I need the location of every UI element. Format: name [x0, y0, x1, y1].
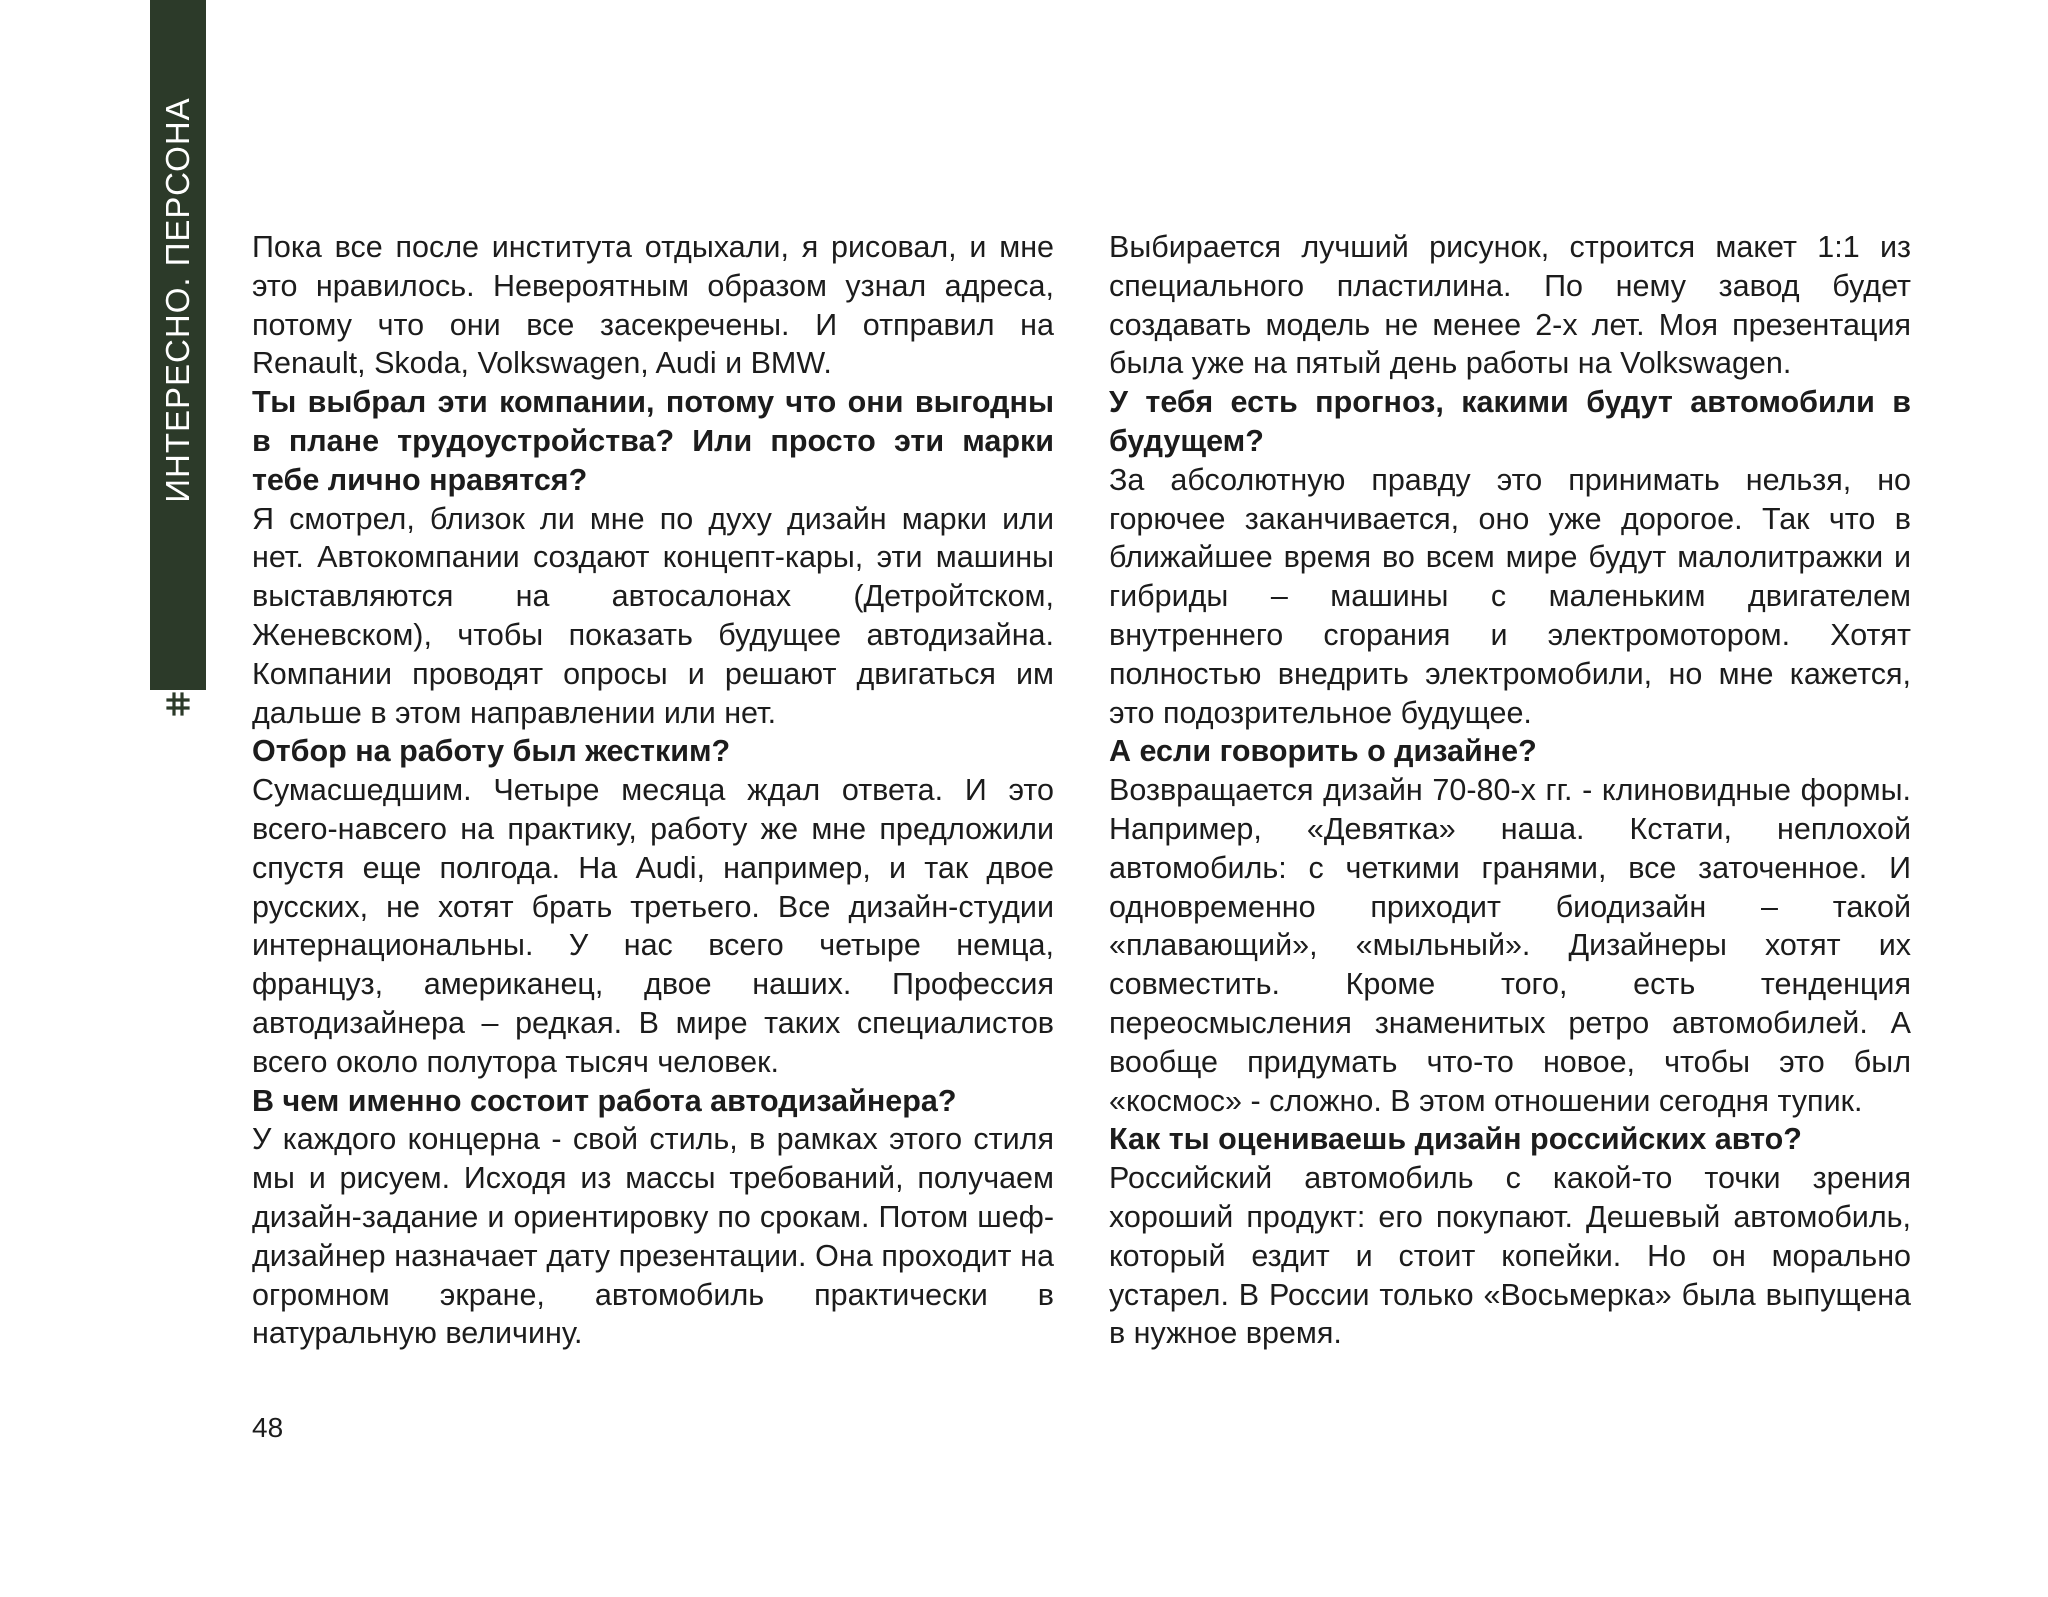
paragraph-answer: Выбирается лучший рисунок, строится макет 1:1 из специального пластилина. По нему завод будет создавать модель не менее 2-х лет. Моя презентация была уже на пятый день работы на Volkswagen. [1109, 230, 1911, 381]
paragraph-question: Отбор на работу был жестким? [252, 734, 731, 769]
left-column [252, 228, 1054, 1353]
paragraph-question: У тебя есть прогноз, какими будут автомобили в будущем? [1109, 385, 1911, 458]
paragraph-answer: Возвращается дизайн 70-80-х гг. - клиновидные формы. Например, «Девятка» наша. Кстати, неплохой автомобиль: с четкими гранями, все заточенное. И одновременно приходит биодизайн – такой «плавающий», «мыльный». Дизайнеры хотят их совместить. Кроме того, есть тенденция переосмысления знаменитых ретро автомобилей. А вообще придумать что-то новое, чтобы это был «космос» - сложно. В этом отношении сегодня тупик. [1109, 773, 1911, 1118]
paragraph-question: А если говорить о дизайне? [1109, 734, 1537, 769]
paragraph-answer: У каждого концерна - свой стиль, в рамках этого стиля мы и рисуем. Исходя из массы требований, получаем дизайн-задание и ориентировку по срокам. Потом шеф-дизайнер назначает дату презентации. Она проходит на огромном экране, автомобиль практически в натуральную величину. [252, 1122, 1054, 1351]
page-number: 48 [252, 1412, 284, 1443]
paragraph-answer: Я смотрел, близок ли мне по духу дизайн марки или нет. Автокомпании создают концепт-кары, эти машины выставляются на автосалонах (Детройтском, Женевском), чтобы показать будущее автодизайна. Компании проводят опросы и решают двигаться им дальше в этом направлении или нет. [252, 501, 1054, 730]
right-column [1109, 228, 1911, 1353]
paragraph-question: Как ты оцениваешь дизайн российских авто? [1109, 1122, 1802, 1157]
paragraph-question: В чем именно состоит работа автодизайнера? [252, 1083, 957, 1118]
paragraph-answer: Пока все после института отдыхали, я рисовал, и мне это нравилось. Невероятным образом узнал адреса, потому что они все засекречены. И отправил на Renault, Skoda, Volkswagen, Audi и BMW. [252, 230, 1054, 381]
paragraph-answer: За абсолютную правду это принимать нельзя, но горючее заканчивается, оно уже дорогое. Так что в ближайшее время во всем мире будут малолитражки и гибриды – машины с маленьким двигателем внутреннего сгорания и электромотором. Хотят полностью внедрить электромобили, но мне кажется, это подозрительное будущее. [1109, 462, 1911, 730]
paragraph-answer: Российский автомобиль с какой-то точки зрения хороший продукт: его покупают. Дешевый автомобиль, который ездит и стоит копейки. Но он морально устарел. В России только «Восьмерка» была выпущена в нужное время. [1109, 1161, 1911, 1351]
paragraph-answer: Сумасшедшим. Четыре месяца ждал ответа. И это всего-навсего на практику, работу же мне предложили спустя еще полгода. На Audi, например, и так двое русских, не хотят брать третьего. Все дизайн-студии интернациональны. У нас всего четыре немца, француз, американец, двое наших. Профессия автодизайнера – редкая. В мире таких специалистов всего около полутора тысяч человек. [252, 773, 1054, 1079]
section-tab-label: ИНТЕРЕСНО. ПЕРСОНА [159, 97, 196, 503]
hash-icon [166, 692, 190, 716]
paragraph-question: Ты выбрал эти компании, потому что они выгодны в плане трудоустройства? Или просто эти марки тебе лично нравятся? [252, 385, 1054, 497]
